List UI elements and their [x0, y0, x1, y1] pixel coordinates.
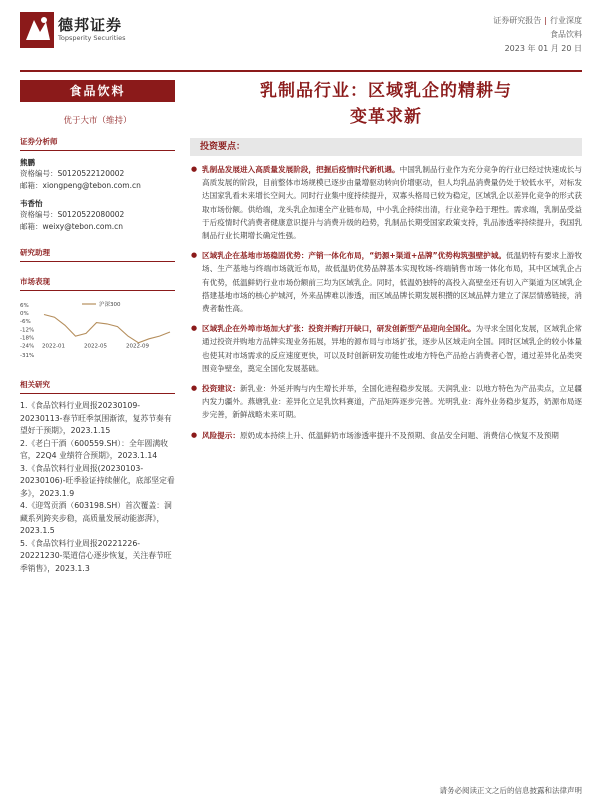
assistant-section-title: 研究助理	[20, 248, 50, 257]
title-line: 乳制品行业：区域乳企的精耕与	[260, 81, 512, 101]
key-point-lead: 乳制品发展进入高质量发展阶段，把握后疫情时代新机遇。	[202, 165, 400, 174]
x-tick-label: 2022-09	[126, 343, 149, 350]
key-points-header: 投资要点：	[190, 138, 582, 156]
section-divider	[20, 393, 175, 394]
list-item[interactable]: 2.《老白干酒（600559.SH）：全年圆满收官，22Q4 业绩符合预期》，2023.1.14	[20, 438, 168, 460]
x-tick-label: 2022-05	[84, 343, 107, 350]
logo-name-cn: 德邦证券	[58, 16, 123, 34]
y-tick-label: -6%	[20, 319, 31, 326]
main-content	[190, 74, 582, 442]
list-item[interactable]: 3.《食品饮料行业周报(20230103-20230106)-旺季验证持续催化，底部坚定看多》，2023.1.9	[20, 463, 175, 498]
key-point-lead: 风险提示：	[202, 430, 240, 440]
key-point-lead: 区域乳企在基地市场稳固优势：产销一体化布局，“奶源+渠道+品牌”优势构筑强壁护城。	[202, 251, 506, 261]
legend-label: 沪深300	[99, 302, 121, 308]
bullet-icon: ●	[191, 251, 198, 260]
bullet-icon: ●	[191, 324, 198, 333]
x-tick-label: 2022-01	[42, 343, 65, 350]
y-tick-label: -24%	[20, 343, 35, 350]
analyst-name: 韦香怡	[20, 199, 43, 208]
sector-label: 食品饮料	[20, 80, 175, 102]
analyst-block	[20, 157, 175, 192]
analyst-section-title: 证券分析师	[20, 137, 58, 146]
company-logo	[20, 12, 190, 52]
analyst-cert: 资格编号：S0120522080002	[20, 210, 125, 219]
y-tick-label: -18%	[20, 335, 35, 342]
header-divider	[20, 70, 582, 72]
section-divider	[20, 150, 175, 151]
y-tick-label: 0%	[20, 311, 29, 318]
key-point	[190, 322, 582, 375]
sidebar	[20, 74, 175, 575]
refs-section-title: 相关研究	[20, 380, 50, 389]
y-tick-label: -12%	[20, 327, 35, 334]
key-point-body: 新乳业：外延并购与内生增长并举，全国化进程稳步发展。天润乳业：以地方特色为产品卖点，立足疆内发力疆外。燕塘乳业：差异化立足乳饮料赛道，产品矩阵逐步完善。光明乳业：海外业务稳步复苏，奶源布局逐步完善，新鲜战略未来可期。	[202, 384, 582, 420]
key-point-body: 原奶成本持续上升、低温鲜奶市场渗透率提升不及预期、食品安全问题、消费信心恢复不及预期	[239, 430, 559, 440]
report-meta	[493, 14, 582, 56]
bullet-icon: ●	[191, 165, 198, 173]
footer-disclaimer: 请务必阅读正文之后的信息披露和法律声明	[439, 786, 582, 795]
bullet-icon: ●	[191, 430, 198, 439]
key-point-body: 为寻求全国化发展，区域乳企常通过投资并购地方品牌实现业务拓展，异地的源布局与市场扩张，逐步从区域走向全国。同时区域乳企的较小体量也使其对市场需求的反应速度更快，可以及时创新研发功能性或地方特色产品抢占消费者心智，通过差异化品类突围竞争壁垒，奠定全国化发展基础。	[202, 324, 583, 373]
title-line: 变革求新	[350, 107, 422, 127]
analyst-email[interactable]: 邮箱：xiongpeng@tebon.com.cn	[20, 181, 141, 190]
market-section-title: 市场表现	[20, 277, 50, 286]
rating: 优于大市（维持）	[63, 116, 132, 126]
y-tick-label: 6%	[20, 303, 29, 309]
market-chart-svg	[20, 299, 175, 369]
section-divider	[20, 290, 175, 291]
market-chart	[20, 299, 175, 369]
report-kind: 行业深度	[550, 16, 582, 25]
y-tick-label: -31%	[20, 353, 35, 359]
report-title	[190, 78, 582, 130]
analyst-cert: 资格编号：S0120522120002	[20, 169, 125, 178]
logo-mark-icon	[20, 12, 54, 48]
bullet-icon: ●	[191, 384, 198, 393]
report-industry: 食品饮料	[550, 30, 582, 39]
key-point-lead: 投资建议：	[202, 384, 240, 394]
key-point-lead: 区域乳企在外埠市场加大扩张：投资并购打开缺口，研发创新型产品迎向全国化。	[202, 324, 476, 334]
related-research-list	[20, 400, 175, 575]
key-point-body: 中国乳制品行业作为充分竞争的行业已经过快速成长与高质发展的阶段，目前整体市场规模已逐步由量增驱动转向价增驱动，但人均乳品消费量仍处于较低水平，对标发达国家乳看未来增长空间大。同时行业集中度持续提升，双寡头格局已较为稳定，区域乳企以差异化竞争的形式获取市场份额。供给端，龙头乳企加速全产业链布局，中小乳企持续出清，行业竞争趋于理性。需求端，乳制品受益于后疫情时代消费者健康意识提升与消费升级的趋势，乳制品长期受国家政策支持，乳品渗透率持续提升，我国乳制品行业长期增长确定性强。	[202, 165, 583, 241]
report-date: 2023 年 01 月 20 日	[504, 44, 582, 53]
key-point	[190, 429, 582, 442]
separator: |	[544, 16, 547, 25]
list-item[interactable]: 5.《食品饮料行业周报20221226-20221230-渠道信心逐步恢复，关注春节旺季销售》，2023.1.3	[20, 538, 172, 573]
logo-name-en: Topsperity Securities	[58, 34, 126, 42]
analyst-block	[20, 198, 175, 233]
list-item[interactable]: 1.《食品饮料行业周报20230109-20230113-春节旺季氛围渐浓，复苏节奏有望好于预期》，2023.1.15	[20, 401, 172, 435]
series-line	[44, 315, 170, 343]
list-item[interactable]: 4.《迎驾贡酒（603198.SH）首次覆盖：洞藏系列跨夹步稳，高质量发展动能澎湃》，2023.1.5	[20, 501, 172, 535]
analyst-name: 熊鹏	[20, 158, 35, 167]
key-point-body: 低温奶特有要求上游牧场、生产基地与终端市场就近布局，故低温奶优势品牌基本实现牧场-终端销售市场一体化布局，其中区域乳企占有优势，低温鲜奶行业市场份额前三均为区域乳企。同时，低温奶独特的高投入高壁垒还有切入产渠道为区域乳企搭建基地市场的核心护城河，外来品牌难以渗透，而区域品牌长期发展积攒的区域品牌力建立了深层情感链接，消费者黏性高。	[202, 251, 583, 314]
key-point	[190, 249, 582, 315]
report-type: 证券研究报告	[493, 16, 542, 25]
key-point	[190, 163, 582, 242]
key-point	[190, 382, 582, 422]
section-divider	[20, 261, 175, 262]
analyst-email[interactable]: 邮箱：weixy@tebon.com.cn	[20, 222, 124, 231]
